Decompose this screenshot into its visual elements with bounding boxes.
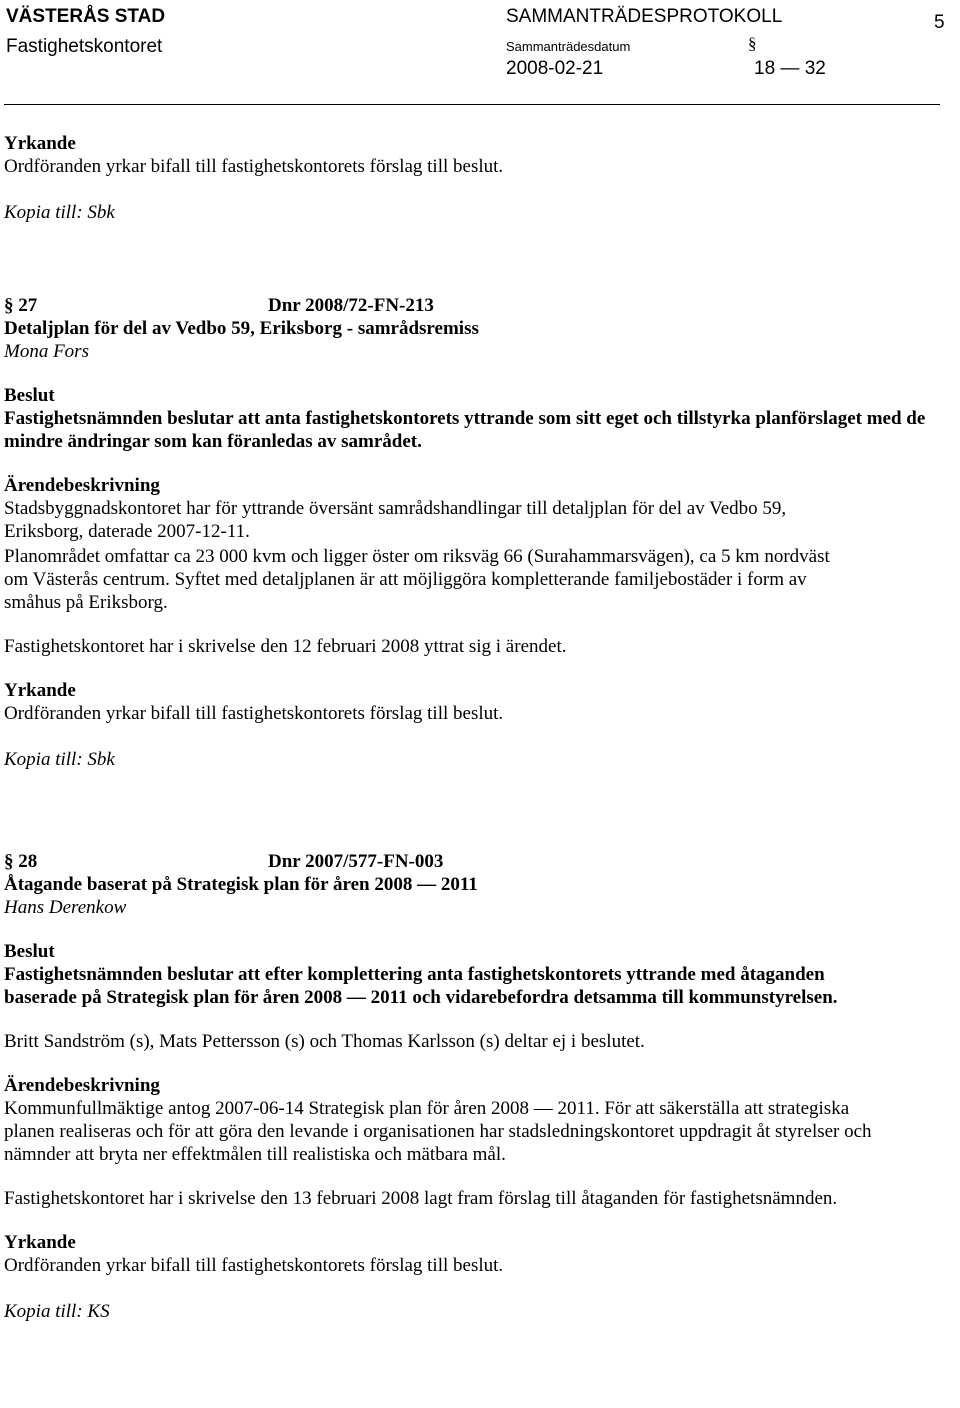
arende-paragraph: Fastighetskontoret har i skrivelse den 13 februari 2008 lagt fram förslag till åtaganden för fastighetsnämnden. xyxy=(4,1188,838,1209)
yrkande-text: Ordföranden yrkar bifall till fastighetskontorets förslag till beslut. xyxy=(4,1255,504,1276)
org-name: VÄSTERÅS STAD xyxy=(6,6,166,27)
arende-paragraph: Planområdet omfattar ca 23 000 kvm och ligger öster om riksväg 66 (Surahammarsvägen), ca 5 km nordväst om Västerås centrum. Syftet med detaljplanen är att möjliggöra kompletterande familjebostäder i form av småhus på Eriksborg. xyxy=(4,546,830,613)
beslut-heading: Beslut xyxy=(4,941,55,962)
paragraph-range: 18 — 32 xyxy=(754,58,826,79)
yrkande-heading: Yrkande xyxy=(4,133,76,154)
dnr: Dnr 2008/72-FN-213 xyxy=(268,295,434,316)
intro-block xyxy=(4,132,944,224)
yrkande-text: Ordföranden yrkar bifall till fastighetskontorets förslag till beslut. xyxy=(4,156,504,177)
beslut-heading: Beslut xyxy=(4,385,55,406)
dnr: Dnr 2007/577-FN-003 xyxy=(268,851,444,872)
arende-paragraph: Stadsbyggnadskontoret har för yttrande översänt samrådshandlingar till detaljplan för del av Vedbo 59, Eriksborg, daterade 2007-12-11. xyxy=(4,498,787,542)
item-title: Detaljplan för del av Vedbo 59, Eriksborg - samrådsremiss xyxy=(4,318,479,339)
document-type: SAMMANTRÄDESPROTOKOLL xyxy=(506,6,783,27)
section-number: § 27 xyxy=(4,295,38,316)
arende-paragraph: Fastighetskontoret har i skrivelse den 12 februari 2008 yttrat sig i ärendet. xyxy=(4,636,567,657)
item-title: Åtagande baserat på Strategisk plan för åren 2008 — 2011 xyxy=(4,874,478,895)
responsible-person: Hans Derenkow xyxy=(4,897,127,918)
item-27 xyxy=(4,294,944,771)
arende-paragraph: Kommunfullmäktige antog 2007-06-14 Strategisk plan för åren 2008 — 2011. För att säkerställa att strategiska planen realiseras och för att göra den levande i organisationen har stadsledningskontoret uppdragit åt styrelser och nämnder att bryta ner effektmålen till realistiska och mätbara mål. xyxy=(4,1098,872,1165)
deltar-ej-text: Britt Sandström (s), Mats Pettersson (s) och Thomas Karlsson (s) deltar ej i beslutet. xyxy=(4,1031,645,1052)
arende-heading: Ärendebeskrivning xyxy=(4,1075,160,1096)
arende-heading: Ärendebeskrivning xyxy=(4,475,160,496)
yrkande-text: Ordföranden yrkar bifall till fastighetskontorets förslag till beslut. xyxy=(4,703,504,724)
header-divider xyxy=(4,104,940,105)
item-28 xyxy=(4,850,944,1323)
kopia-till: Kopia till: Sbk xyxy=(4,202,115,223)
section-number: § 28 xyxy=(4,851,38,872)
kopia-till: Kopia till: Sbk xyxy=(4,749,115,770)
section-sign: § xyxy=(748,34,757,53)
kopia-till: Kopia till: KS xyxy=(4,1301,110,1322)
meeting-date: 2008-02-21 xyxy=(506,58,604,79)
yrkande-heading: Yrkande xyxy=(4,680,76,701)
department-name: Fastighetskontoret xyxy=(6,36,163,57)
yrkande-heading: Yrkande xyxy=(4,1232,76,1253)
beslut-text: Fastighetsnämnden beslutar att anta fastighetskontorets yttrande som sitt eget och tillstyrka planförslaget med de mindre ändringar som kan föranledas av samrådet. xyxy=(4,408,926,452)
meeting-date-label: Sammanträdesdatum xyxy=(506,39,631,54)
page-number: 5 xyxy=(934,12,945,33)
beslut-text: Fastighetsnämnden beslutar att efter komplettering anta fastighetskontorets yttrande med åtaganden baserade på Strategisk plan för åren 2008 — 2011 och vidarebefordra detsamma till kommunstyrelsen. xyxy=(4,964,838,1008)
responsible-person: Mona Fors xyxy=(4,341,89,362)
